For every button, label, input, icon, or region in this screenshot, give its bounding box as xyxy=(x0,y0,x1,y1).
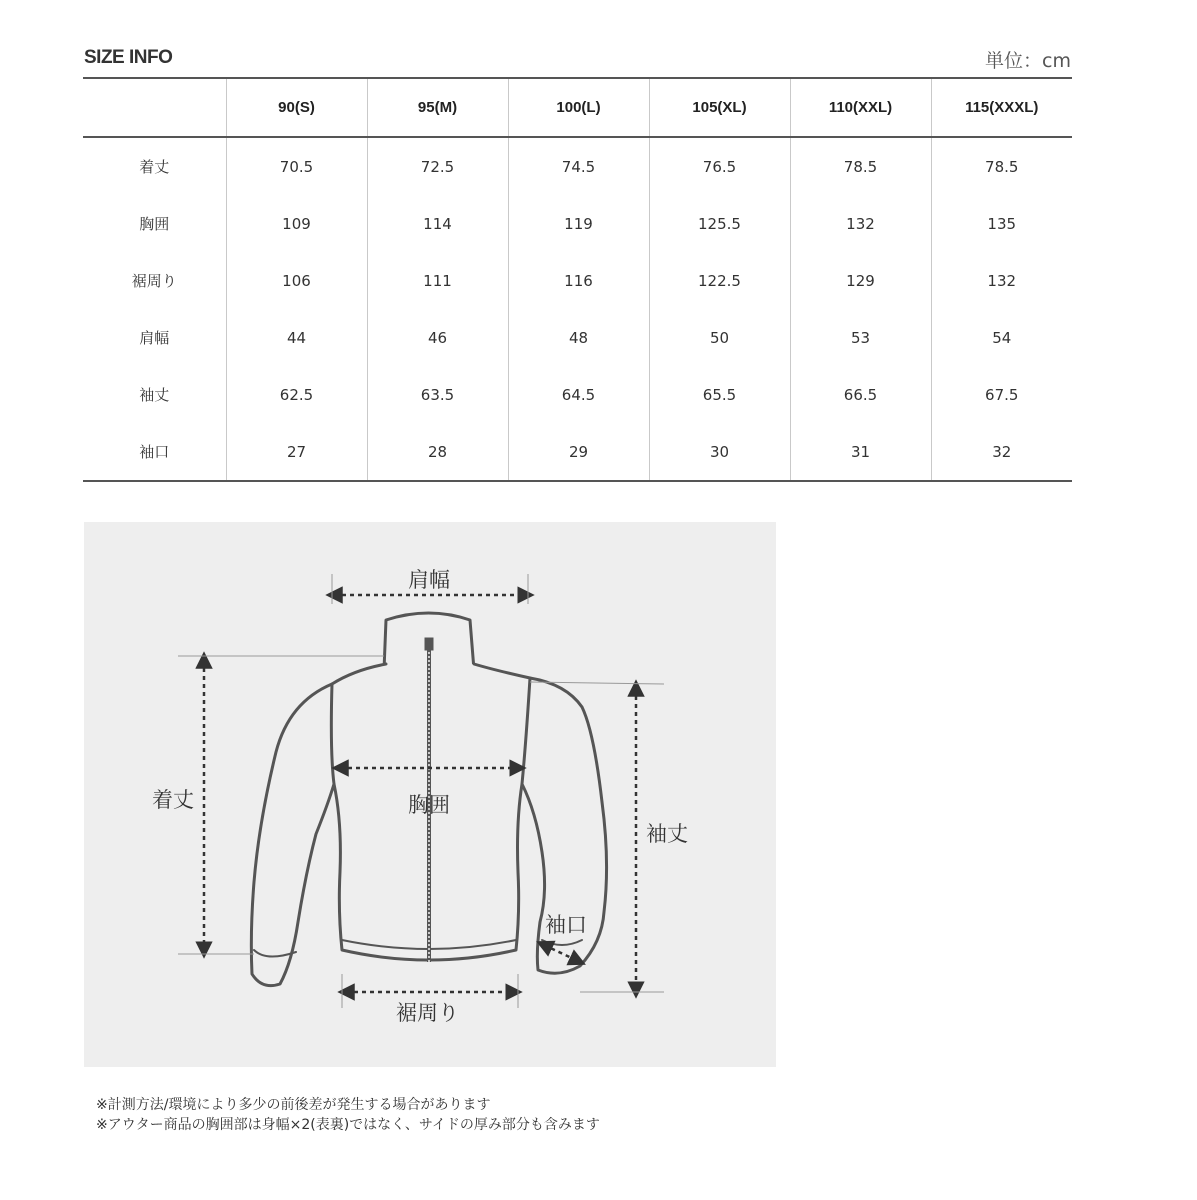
table-cell: 129 xyxy=(790,252,931,309)
table-cell: 74.5 xyxy=(508,137,649,195)
note-line: ※計測方法/環境により多少の前後差が発生する場合があります xyxy=(96,1097,491,1113)
notes xyxy=(96,1095,600,1135)
table-header-cell: 90(S) xyxy=(226,79,367,137)
table-cell: 76.5 xyxy=(649,137,790,195)
table-cell: 109 xyxy=(226,195,367,252)
label-hem: 裾周り xyxy=(396,1001,459,1025)
table-cell: 29 xyxy=(508,423,649,480)
row-label: 胸囲 xyxy=(139,215,170,233)
label-chest: 胸囲 xyxy=(408,793,450,817)
size-info-title: SIZE INFO xyxy=(84,47,173,68)
label-shoulder: 肩幅 xyxy=(408,568,450,592)
table-cell: 27 xyxy=(226,423,367,480)
table-cell: 48 xyxy=(508,309,649,366)
label-cuff: 袖口 xyxy=(545,913,587,937)
table-cell: 31 xyxy=(790,423,931,480)
table-cell: 53 xyxy=(790,309,931,366)
note-line: ※アウター商品の胸囲部は身幅×2(表裏)ではなく、サイドの厚み部分も含みます xyxy=(96,1117,600,1133)
table-cell: 132 xyxy=(931,252,1072,309)
table-cell: 116 xyxy=(508,252,649,309)
table-row xyxy=(83,309,1072,366)
row-label: 裾周り xyxy=(131,272,177,290)
table-cell: 78.5 xyxy=(931,137,1072,195)
table-row xyxy=(83,137,1072,195)
row-label: 袖口 xyxy=(139,443,170,461)
table-cell: 114 xyxy=(367,195,508,252)
size-table-container xyxy=(83,77,1072,482)
table-cell: 30 xyxy=(649,423,790,480)
table-row xyxy=(83,195,1072,252)
table-cell: 62.5 xyxy=(226,366,367,423)
table-cell: 32 xyxy=(931,423,1072,480)
table-cell: 65.5 xyxy=(649,366,790,423)
table-header-cell xyxy=(83,79,226,137)
table-header-cell: 115(XXXL) xyxy=(931,79,1072,137)
row-label: 袖丈 xyxy=(139,386,170,404)
table-cell: 70.5 xyxy=(226,137,367,195)
table-cell: 66.5 xyxy=(790,366,931,423)
table-cell: 132 xyxy=(790,195,931,252)
table-cell: 67.5 xyxy=(931,366,1072,423)
table-header-cell: 105(XL) xyxy=(649,79,790,137)
table-cell: 125.5 xyxy=(649,195,790,252)
table-cell: 78.5 xyxy=(790,137,931,195)
table-cell: 28 xyxy=(367,423,508,480)
table-row xyxy=(83,252,1072,309)
table-cell: 64.5 xyxy=(508,366,649,423)
table-row xyxy=(83,366,1072,423)
table-cell: 50 xyxy=(649,309,790,366)
table-cell: 122.5 xyxy=(649,252,790,309)
table-cell: 63.5 xyxy=(367,366,508,423)
table-header-cell: 95(M) xyxy=(367,79,508,137)
table-row xyxy=(83,423,1072,480)
table-cell: 135 xyxy=(931,195,1072,252)
table-cell: 111 xyxy=(367,252,508,309)
table-cell: 46 xyxy=(367,309,508,366)
table-header-cell: 100(L) xyxy=(508,79,649,137)
size-table xyxy=(83,79,1072,480)
table-cell: 72.5 xyxy=(367,137,508,195)
label-sleeve: 袖丈 xyxy=(646,822,688,846)
table-header-row xyxy=(83,79,1072,137)
table-header-cell: 110(XXL) xyxy=(790,79,931,137)
unit-label: 単位：cm xyxy=(985,50,1071,72)
measurement-diagram xyxy=(84,522,776,1067)
table-cell: 44 xyxy=(226,309,367,366)
table-cell: 106 xyxy=(226,252,367,309)
table-cell: 54 xyxy=(931,309,1072,366)
table-cell: 119 xyxy=(508,195,649,252)
label-length: 着丈 xyxy=(152,788,194,812)
row-label: 着丈 xyxy=(139,158,170,176)
row-label: 肩幅 xyxy=(139,329,170,347)
